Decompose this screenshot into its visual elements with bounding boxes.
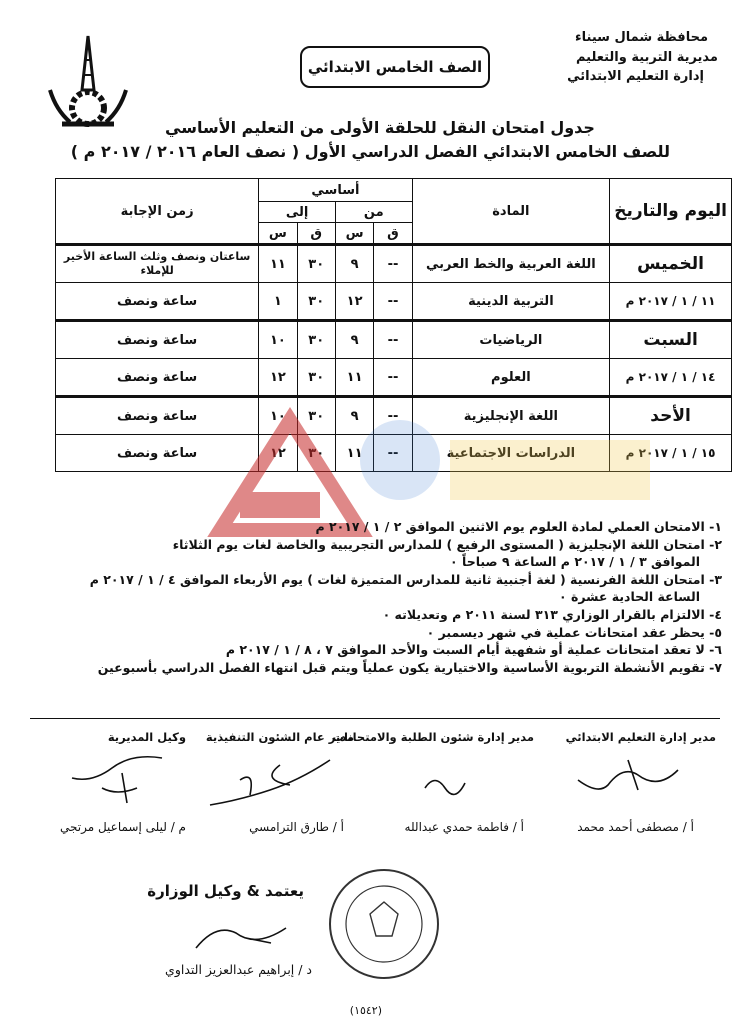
from-q-cell: -- <box>374 397 412 435</box>
notes-list <box>32 518 722 676</box>
note-item: ٦- لا تعقد امتحانات عملية أو شفهية أيام السبت والأحد الموافق ٧ ، ٨ / ١ / ٢٠١٧ م <box>225 642 722 658</box>
signature-name-students-affairs: أ / فاطمة حمدي عبدالله <box>404 820 524 834</box>
from-s-cell: ٩ <box>335 321 373 359</box>
signature-mark-4-icon <box>62 748 172 808</box>
from-s-cell: ١١ <box>335 435 373 472</box>
to-s-cell: ١٠ <box>259 397 297 435</box>
to-s-cell: ١١ <box>259 245 297 283</box>
note-item: ٢- امتحان اللغة الإنجليزية ( المستوى الرفيع ) للمدارس التجريبية والخاصة لغات يوم الثلاثاء <box>172 536 722 552</box>
duration-cell: ساعة ونصف <box>56 321 259 359</box>
from-q-cell: -- <box>374 283 412 321</box>
governorate-label: محافظة شمال سيناء <box>575 30 708 45</box>
title-line-2: للصف الخامس الابتدائي الفصل الدراسي الأول ( نصف العام ٢٠١٦ / ٢٠١٧ م ) <box>70 142 670 161</box>
header-from: من <box>335 202 412 223</box>
approval-title: يعتمد & وكيل الوزارة <box>147 882 304 900</box>
title-line-1: جدول امتحان النقل للحلقة الأولى من التعليم الأساسي <box>165 118 595 137</box>
table-row <box>56 283 732 321</box>
day-name: السبت <box>610 321 732 359</box>
approval-signature-icon <box>186 918 296 958</box>
day-name: الأحد <box>610 397 732 435</box>
from-s-cell: ١٢ <box>335 283 373 321</box>
note-item: ٧- تقويم الأنشطة التربوية الأساسية والاختيارية يكون عملياً ويتم قبل انتهاء الفصل الدراسي بأسبوعين <box>97 659 722 675</box>
header-from-s: س <box>335 223 373 245</box>
official-stamp-icon <box>326 866 442 982</box>
note-item: ١- الامتحان العملي لمادة العلوم يوم الاثنين الموافق ٢ / ١ / ٢٠١٧ م <box>315 519 722 534</box>
from-q-cell: -- <box>374 245 412 283</box>
header-duration: زمن الإجابة <box>56 179 259 245</box>
signature-title-students-affairs: مدير إدارة شئون الطلبة والامتحانات <box>332 730 534 744</box>
to-q-cell: ٣٠ <box>297 321 335 359</box>
ministry-logo-icon <box>42 30 134 130</box>
grade-box: الصف الخامس الابتدائي <box>300 46 490 88</box>
day-date: ١٤ / ١ / ٢٠١٧ م <box>610 359 732 397</box>
to-q-cell: ٣٠ <box>297 283 335 321</box>
duration-cell: ساعة ونصف <box>56 397 259 435</box>
from-q-cell: -- <box>374 321 412 359</box>
from-s-cell: ١١ <box>335 359 373 397</box>
directorate-label: مديرية التربية والتعليم <box>575 50 718 65</box>
signature-name-deputy: م / ليلى إسماعيل مرتجي <box>60 820 186 834</box>
to-q-cell: ٣٠ <box>297 359 335 397</box>
exam-schedule-table <box>55 178 732 472</box>
subject-cell: العلوم <box>412 359 609 397</box>
signature-title-deputy: وكيل المديرية <box>107 730 186 744</box>
to-s-cell: ١٢ <box>259 435 297 472</box>
subject-cell: الرياضيات <box>412 321 609 359</box>
from-s-cell: ٩ <box>335 245 373 283</box>
header-day-date: اليوم والتاريخ <box>610 179 732 245</box>
signature-title-executive-affairs: مدير عام الشئون التنفيذية <box>205 730 354 744</box>
to-s-cell: ١ <box>259 283 297 321</box>
day-date: ١٥ / ١ / ٢٠١٧ م <box>610 435 732 472</box>
subject-cell: اللغة العربية والخط العربي <box>412 245 609 283</box>
duration-cell: ساعتان ونصف وثلث الساعة الأخير للإملاء <box>56 245 259 283</box>
signature-mark-1-icon <box>568 750 688 800</box>
table-row <box>56 245 732 283</box>
signature-title-primary-admin: مدير إدارة التعليم الابتدائي <box>565 730 716 744</box>
table-row <box>56 359 732 397</box>
note-item: ٥- يحظر عقد امتحانات عملية في شهر ديسمبر ٠ <box>426 624 722 640</box>
header-basic: أساسي <box>259 179 412 202</box>
to-s-cell: ١٢ <box>259 359 297 397</box>
from-q-cell: -- <box>374 359 412 397</box>
to-q-cell: ٣٠ <box>297 435 335 472</box>
day-date: ١١ / ١ / ٢٠١٧ م <box>610 283 732 321</box>
divider <box>30 718 720 719</box>
to-q-cell: ٣٠ <box>297 397 335 435</box>
from-q-cell: -- <box>374 435 412 472</box>
table-row <box>56 397 732 435</box>
subject-cell: الدراسات الاجتماعية <box>412 435 609 472</box>
subject-cell: التربية الدينية <box>412 283 609 321</box>
note-item: ٣- امتحان اللغة الفرنسية ( لغة أجنبية ثانية للمدارس المتميزة لغات ) يوم الأربعاء الموافق ٤ / ١ / ٢٠١٧ م <box>89 571 722 587</box>
signature-name-primary-admin: أ / مصطفى أحمد محمد <box>577 820 694 834</box>
header-to: إلى <box>259 202 336 223</box>
day-name: الخميس <box>610 245 732 283</box>
header-from-q: ق <box>374 223 412 245</box>
note-item: ٤- الالتزام بالقرار الوزاري ٣١٣ لسنة ٢٠١١ م وتعديلاته ٠ <box>382 606 722 622</box>
table-row <box>56 435 732 472</box>
signature-mark-2-icon <box>420 768 470 798</box>
subject-cell: اللغة الإنجليزية <box>412 397 609 435</box>
note-item: الساعة الحادية عشرة ٠ <box>559 589 700 605</box>
to-q-cell: ٣٠ <box>297 245 335 283</box>
header-subject: المادة <box>412 179 609 245</box>
duration-cell: ساعة ونصف <box>56 283 259 321</box>
header-to-s: س <box>259 223 297 245</box>
note-item: الموافق ٣ / ١ / ٢٠١٧ م الساعة ٩ صباحاً ٠ <box>450 554 700 570</box>
duration-cell: ساعة ونصف <box>56 435 259 472</box>
header-to-q: ق <box>297 223 335 245</box>
to-s-cell: ١٠ <box>259 321 297 359</box>
approval-name: د / إبراهيم عبدالعزيز التداوي <box>165 962 312 977</box>
footer-number: (١٥٤٢) <box>349 1004 382 1017</box>
signature-mark-3-icon <box>200 750 340 810</box>
signature-name-executive-affairs: أ / طارق الترامسي <box>249 820 344 834</box>
table-row <box>56 321 732 359</box>
administration-label: إدارة التعليم الابتدائي <box>567 69 704 84</box>
from-s-cell: ٩ <box>335 397 373 435</box>
duration-cell: ساعة ونصف <box>56 359 259 397</box>
